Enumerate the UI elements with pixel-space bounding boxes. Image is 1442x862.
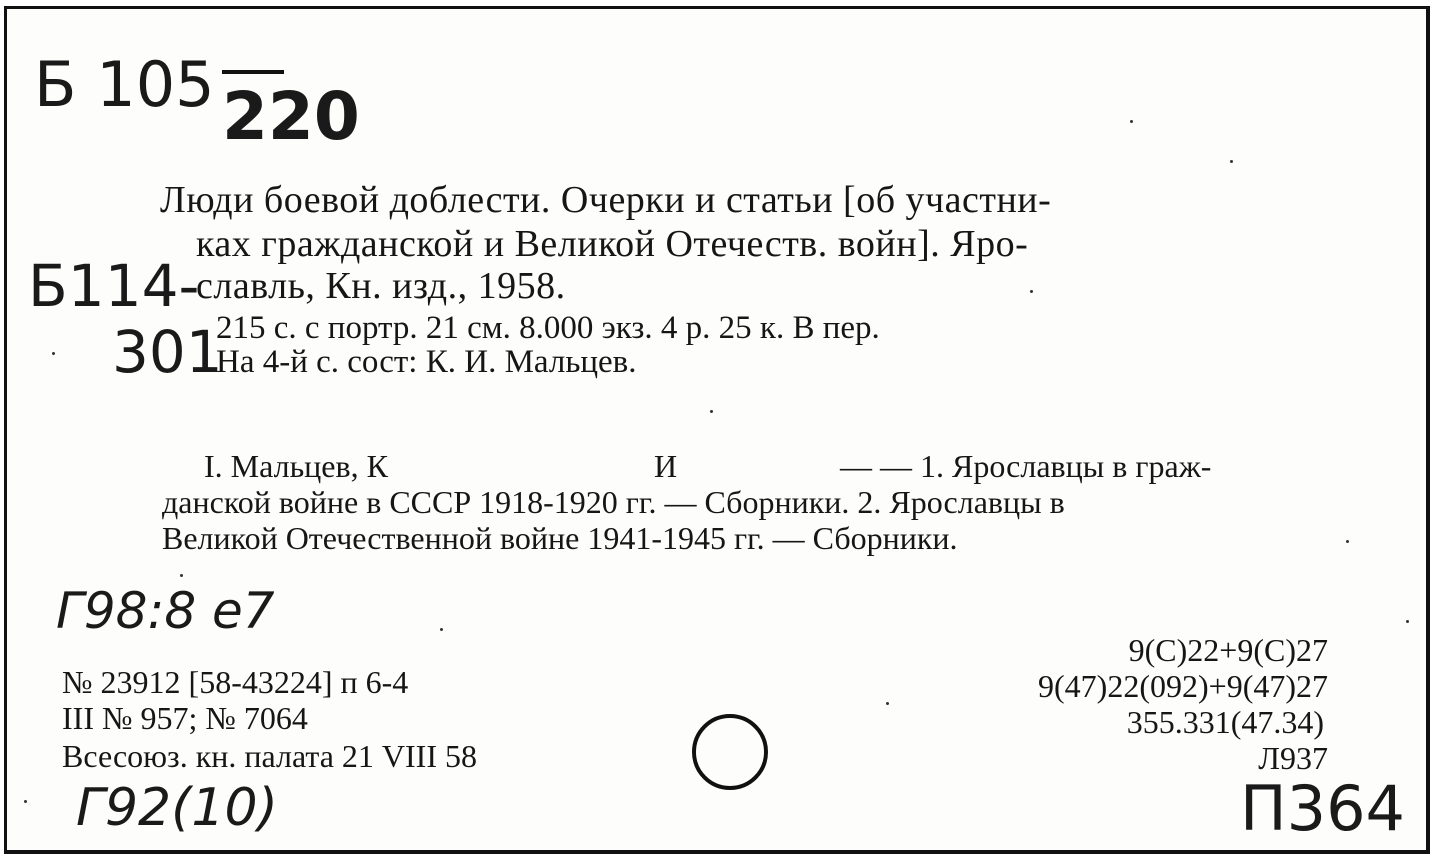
speck xyxy=(1230,160,1233,163)
speck xyxy=(1130,120,1133,123)
tracing-author-initial: И xyxy=(654,448,678,484)
tracing-subject-1: — — 1. Ярославцы в граж- xyxy=(840,448,1212,484)
entry-collation: 215 с. с портр. 21 см. 8.000 экз. 4 р. 25 к. В пер. xyxy=(216,310,880,346)
imprint-order-numbers: III № 957; № 7064 xyxy=(62,700,308,736)
tracing-line-2: данской войне в СССР 1918-1920 гг. — Сборники. 2. Ярославцы в xyxy=(162,484,1065,520)
imprint-chamber-date: Всесоюз. кн. палата 21 VIII 58 xyxy=(62,738,477,774)
speck xyxy=(886,702,889,705)
speck xyxy=(180,574,183,577)
handwritten-code-bottom-left: Г92(10) xyxy=(76,778,278,838)
tracing-author: I. Мальцев, К xyxy=(204,448,388,484)
classification-line-2: 9(47)22(092)+9(47)27 xyxy=(1038,668,1328,704)
classification-line-1: 9(С)22+9(С)27 xyxy=(1128,632,1328,668)
speck xyxy=(52,352,55,355)
entry-line-1: Люди боевой доблести. Очерки и статьи [об участни- xyxy=(160,179,1052,221)
overline-mark xyxy=(222,70,284,74)
handwritten-shelf-number-middle: 301 xyxy=(112,318,223,386)
card-hole xyxy=(692,714,768,790)
entry-line-2: ках гражданской и Великой Отечеств. войн]. Яро- xyxy=(196,223,1029,265)
speck xyxy=(24,800,27,803)
speck xyxy=(1406,620,1409,623)
speck xyxy=(440,628,443,631)
classification-line-3: 355.331(47.34) xyxy=(1126,704,1324,740)
entry-line-3: славль, Кн. изд., 1958. xyxy=(196,265,566,307)
speck xyxy=(1030,290,1033,293)
speck xyxy=(1346,540,1349,543)
handwritten-classification-code: Г98:8 е7 xyxy=(56,582,275,640)
imprint-registration-number: № 23912 [58-43224] п 6-4 xyxy=(62,664,409,700)
handwritten-shelf-number-top: 220 xyxy=(222,78,360,155)
speck xyxy=(710,410,713,413)
tracing-line-3: Великой Отечественной войне 1941-1945 гг. — Сборники. xyxy=(162,520,958,556)
entry-compiler-note: На 4-й с. сост: К. И. Мальцев. xyxy=(216,344,637,380)
handwritten-shelf-mark-top: Б 105 xyxy=(34,48,215,121)
classification-line-4: Л937 xyxy=(1258,740,1328,776)
handwritten-code-bottom-right: П364 xyxy=(1240,772,1405,845)
handwritten-shelf-mark-middle: Б114- xyxy=(28,252,200,320)
